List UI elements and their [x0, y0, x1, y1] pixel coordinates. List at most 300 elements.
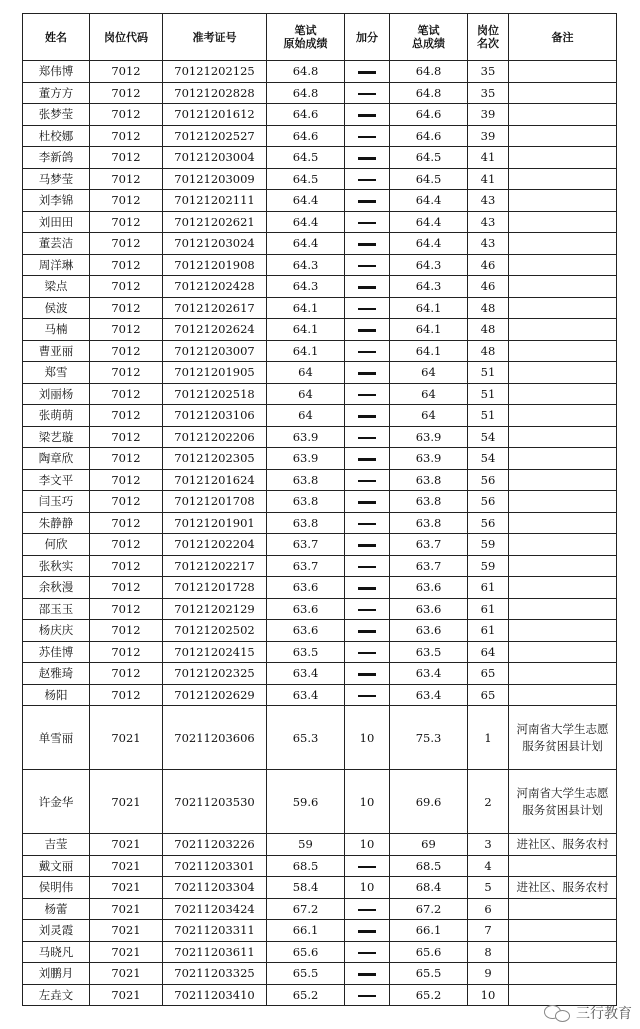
table-row: [23, 340, 617, 362]
total-score-cell: 64: [390, 362, 468, 384]
total-score-cell: 64.8: [390, 82, 468, 104]
note-cell: [509, 555, 617, 577]
total-score-cell: 69: [390, 834, 468, 856]
note-cell: [509, 383, 617, 405]
bonus-cell: [345, 963, 390, 985]
rank-cell: 41: [468, 147, 509, 169]
name-cell: 梁点: [23, 276, 90, 298]
note-cell: [509, 82, 617, 104]
dash-icon: [358, 179, 376, 182]
bonus-cell: [345, 469, 390, 491]
position-code-cell: 7012: [90, 297, 163, 319]
raw-score-cell: 64.8: [267, 61, 345, 83]
dash-icon: [358, 114, 376, 117]
exam-id-cell: 70121202502: [163, 620, 267, 642]
note-cell: [509, 963, 617, 985]
name-cell: 周洋琳: [23, 254, 90, 276]
bonus-cell: [345, 684, 390, 706]
rank-cell: 61: [468, 577, 509, 599]
rank-cell: 43: [468, 190, 509, 212]
dash-icon: [358, 394, 376, 397]
name-cell: 余秋漫: [23, 577, 90, 599]
exam-id-cell: 70211203226: [163, 834, 267, 856]
name-cell: 朱静静: [23, 512, 90, 534]
watermark: [544, 1003, 632, 1023]
note-cell: [509, 405, 617, 427]
name-cell: 陶章欣: [23, 448, 90, 470]
bonus-cell: [345, 82, 390, 104]
total-score-cell: 63.8: [390, 469, 468, 491]
total-score-cell: 66.1: [390, 920, 468, 942]
position-code-cell: 7012: [90, 362, 163, 384]
exam-id-cell: 70121203004: [163, 147, 267, 169]
table-row: [23, 297, 617, 319]
note-cell: [509, 577, 617, 599]
raw-score-cell: 63.8: [267, 491, 345, 513]
rank-cell: 59: [468, 534, 509, 556]
position-code-cell: 7012: [90, 254, 163, 276]
table-row: [23, 147, 617, 169]
exam-id-cell: 70211203304: [163, 877, 267, 899]
position-code-cell: 7012: [90, 82, 163, 104]
table-row: [23, 941, 617, 963]
dash-icon: [358, 909, 376, 912]
total-score-cell: 65.5: [390, 963, 468, 985]
dash-icon: [358, 372, 376, 375]
name-cell: 邵玉玉: [23, 598, 90, 620]
exam-id-cell: 70121202129: [163, 598, 267, 620]
table-row: [23, 125, 617, 147]
bonus-cell: [345, 319, 390, 341]
exam-id-cell: 70211203424: [163, 898, 267, 920]
exam-id-cell: 70121202617: [163, 297, 267, 319]
table-row: [23, 641, 617, 663]
name-cell: 何欣: [23, 534, 90, 556]
header-note: 备注: [509, 14, 617, 61]
raw-score-cell: 63.7: [267, 555, 345, 577]
exam-id-cell: 70121202217: [163, 555, 267, 577]
note-cell: [509, 61, 617, 83]
raw-score-cell: 64: [267, 362, 345, 384]
raw-score-cell: 64.4: [267, 190, 345, 212]
raw-score-cell: 63.4: [267, 684, 345, 706]
bonus-cell: [345, 448, 390, 470]
rank-cell: 54: [468, 448, 509, 470]
total-score-cell: 63.6: [390, 598, 468, 620]
rank-cell: 61: [468, 620, 509, 642]
rank-cell: 9: [468, 963, 509, 985]
position-code-cell: 7021: [90, 920, 163, 942]
exam-id-cell: 70121201708: [163, 491, 267, 513]
name-cell: 马梦莹: [23, 168, 90, 190]
dash-icon: [358, 136, 376, 139]
dash-icon: [358, 952, 376, 955]
bonus-cell: 10: [345, 770, 390, 834]
raw-score-cell: 64.8: [267, 82, 345, 104]
position-code-cell: 7012: [90, 319, 163, 341]
exam-id-cell: 70211203410: [163, 984, 267, 1006]
total-score-cell: 67.2: [390, 898, 468, 920]
rank-cell: 5: [468, 877, 509, 899]
total-score-cell: 63.9: [390, 448, 468, 470]
position-code-cell: 7012: [90, 469, 163, 491]
header-rank-line1: 岗位: [477, 24, 499, 37]
table-row: [23, 254, 617, 276]
bonus-cell: [345, 190, 390, 212]
name-cell: 刘鹏月: [23, 963, 90, 985]
rank-cell: 3: [468, 834, 509, 856]
table-row: [23, 663, 617, 685]
rank-cell: 56: [468, 491, 509, 513]
header-rank-line2: 名次: [477, 37, 499, 50]
raw-score-cell: 65.3: [267, 706, 345, 770]
table-row: [23, 233, 617, 255]
note-cell: 进社区、服务农村: [509, 834, 617, 856]
bonus-cell: [345, 147, 390, 169]
total-score-cell: 75.3: [390, 706, 468, 770]
rank-cell: 51: [468, 362, 509, 384]
position-code-cell: 7012: [90, 663, 163, 685]
dash-icon: [358, 437, 376, 440]
table-row: [23, 684, 617, 706]
dash-icon: [358, 93, 376, 96]
raw-score-cell: 64.5: [267, 168, 345, 190]
raw-score-cell: 66.1: [267, 920, 345, 942]
table-row: [23, 168, 617, 190]
name-cell: 张萌萌: [23, 405, 90, 427]
table-row: [23, 534, 617, 556]
raw-score-cell: 59.6: [267, 770, 345, 834]
exam-id-cell: 70121203009: [163, 168, 267, 190]
total-score-cell: 64.3: [390, 276, 468, 298]
rank-cell: 59: [468, 555, 509, 577]
bonus-cell: [345, 254, 390, 276]
raw-score-cell: 64.3: [267, 254, 345, 276]
bonus-cell: [345, 168, 390, 190]
raw-score-cell: 63.5: [267, 641, 345, 663]
bonus-cell: 10: [345, 706, 390, 770]
note-cell: [509, 448, 617, 470]
total-score-cell: 65.6: [390, 941, 468, 963]
position-code-cell: 7012: [90, 211, 163, 233]
note-cell: [509, 362, 617, 384]
bonus-cell: [345, 297, 390, 319]
watermark-text: 三行教育: [576, 1006, 632, 1022]
rank-cell: 48: [468, 297, 509, 319]
exam-id-cell: 70121202629: [163, 684, 267, 706]
header-rank: [468, 14, 509, 61]
position-code-cell: 7012: [90, 383, 163, 405]
rank-cell: 7: [468, 920, 509, 942]
exam-id-cell: 70121202206: [163, 426, 267, 448]
rank-cell: 56: [468, 512, 509, 534]
table-row: [23, 770, 617, 834]
dash-icon: [358, 458, 376, 461]
table-row: [23, 555, 617, 577]
bonus-cell: [345, 941, 390, 963]
bonus-cell: [345, 405, 390, 427]
raw-score-cell: 68.5: [267, 855, 345, 877]
dash-icon: [358, 222, 376, 225]
table-row: [23, 855, 617, 877]
bonus-cell: [345, 984, 390, 1006]
position-code-cell: 7021: [90, 706, 163, 770]
name-cell: 李新鸽: [23, 147, 90, 169]
raw-score-cell: 65.2: [267, 984, 345, 1006]
exam-id-cell: 70211203530: [163, 770, 267, 834]
note-cell: [509, 534, 617, 556]
dash-icon: [358, 480, 376, 483]
header-bonus: 加分: [345, 14, 390, 61]
table-row: [23, 512, 617, 534]
dash-icon: [358, 566, 376, 569]
exam-id-cell: 70121201905: [163, 362, 267, 384]
name-cell: 侯明伟: [23, 877, 90, 899]
note-cell: [509, 254, 617, 276]
bonus-cell: [345, 512, 390, 534]
rank-cell: 56: [468, 469, 509, 491]
total-score-cell: 64.1: [390, 297, 468, 319]
note-cell: [509, 168, 617, 190]
name-cell: 董芸洁: [23, 233, 90, 255]
dash-icon: [358, 673, 376, 676]
exam-id-cell: 70211203606: [163, 706, 267, 770]
dash-icon: [358, 265, 376, 268]
table-body: [23, 61, 617, 1006]
name-cell: 杜校娜: [23, 125, 90, 147]
rank-cell: 43: [468, 233, 509, 255]
bonus-cell: [345, 534, 390, 556]
name-cell: 董方方: [23, 82, 90, 104]
raw-score-cell: 63.6: [267, 620, 345, 642]
exam-id-cell: 70121202828: [163, 82, 267, 104]
bonus-cell: [345, 383, 390, 405]
rank-cell: 46: [468, 276, 509, 298]
total-score-cell: 64: [390, 383, 468, 405]
total-score-cell: 63.4: [390, 684, 468, 706]
dash-icon: [358, 415, 376, 418]
rank-cell: 10: [468, 984, 509, 1006]
position-code-cell: 7012: [90, 233, 163, 255]
exam-id-cell: 70121203106: [163, 405, 267, 427]
rank-cell: 8: [468, 941, 509, 963]
note-cell: [509, 684, 617, 706]
bonus-cell: [345, 276, 390, 298]
dash-icon: [358, 544, 376, 547]
note-cell: [509, 941, 617, 963]
bonus-cell: [345, 620, 390, 642]
position-code-cell: 7012: [90, 448, 163, 470]
rank-cell: 35: [468, 61, 509, 83]
position-code-cell: 7012: [90, 104, 163, 126]
total-score-cell: 64.1: [390, 319, 468, 341]
position-code-cell: 7021: [90, 898, 163, 920]
exam-id-cell: 70121202518: [163, 383, 267, 405]
name-cell: 张梦莹: [23, 104, 90, 126]
total-score-cell: 63.6: [390, 577, 468, 599]
dash-icon: [358, 157, 376, 160]
exam-id-cell: 70121202527: [163, 125, 267, 147]
rank-cell: 39: [468, 125, 509, 147]
wechat-icon: [544, 1004, 570, 1022]
rank-cell: 6: [468, 898, 509, 920]
exam-id-cell: 70211203301: [163, 855, 267, 877]
rank-cell: 48: [468, 319, 509, 341]
raw-score-cell: 63.8: [267, 469, 345, 491]
name-cell: 苏佳博: [23, 641, 90, 663]
name-cell: 郑雪: [23, 362, 90, 384]
total-score-cell: 63.8: [390, 491, 468, 513]
rank-cell: 2: [468, 770, 509, 834]
note-cell: [509, 426, 617, 448]
note-cell: 河南省大学生志愿服务贫困县计划: [509, 770, 617, 834]
dash-icon: [358, 71, 376, 74]
rank-cell: 41: [468, 168, 509, 190]
bonus-cell: [345, 555, 390, 577]
bonus-cell: [345, 340, 390, 362]
position-code-cell: 7012: [90, 684, 163, 706]
header-total-score: [390, 14, 468, 61]
position-code-cell: 7012: [90, 276, 163, 298]
total-score-cell: 64.5: [390, 147, 468, 169]
position-code-cell: 7012: [90, 641, 163, 663]
total-score-cell: 68.5: [390, 855, 468, 877]
dash-icon: [358, 243, 376, 246]
table-row: [23, 104, 617, 126]
raw-score-cell: 63.4: [267, 663, 345, 685]
table-row: [23, 383, 617, 405]
raw-score-cell: 64.6: [267, 104, 345, 126]
raw-score-cell: 63.9: [267, 426, 345, 448]
note-cell: [509, 211, 617, 233]
note-cell: [509, 276, 617, 298]
dash-icon: [358, 973, 376, 976]
name-cell: 闫玉巧: [23, 491, 90, 513]
dash-icon: [358, 652, 376, 655]
position-code-cell: 7021: [90, 877, 163, 899]
name-cell: 杨蕾: [23, 898, 90, 920]
note-cell: [509, 340, 617, 362]
exam-id-cell: 70121201728: [163, 577, 267, 599]
name-cell: 单雪丽: [23, 706, 90, 770]
exam-id-cell: 70121203024: [163, 233, 267, 255]
note-cell: [509, 297, 617, 319]
raw-score-cell: 64.3: [267, 276, 345, 298]
position-code-cell: 7012: [90, 340, 163, 362]
header-name: 姓名: [23, 14, 90, 61]
bonus-cell: 10: [345, 834, 390, 856]
name-cell: 杨阳: [23, 684, 90, 706]
note-cell: [509, 920, 617, 942]
table-row: [23, 469, 617, 491]
exam-id-cell: 70211203611: [163, 941, 267, 963]
total-score-cell: 63.5: [390, 641, 468, 663]
exam-id-cell: 70121202111: [163, 190, 267, 212]
note-cell: [509, 491, 617, 513]
total-score-cell: 63.8: [390, 512, 468, 534]
table-row: [23, 598, 617, 620]
position-code-cell: 7012: [90, 620, 163, 642]
position-code-cell: 7012: [90, 147, 163, 169]
rank-cell: 43: [468, 211, 509, 233]
name-cell: 马楠: [23, 319, 90, 341]
total-score-cell: 64.1: [390, 340, 468, 362]
name-cell: 张秋实: [23, 555, 90, 577]
note-cell: [509, 663, 617, 685]
rank-cell: 48: [468, 340, 509, 362]
note-cell: [509, 641, 617, 663]
rank-cell: 54: [468, 426, 509, 448]
table-row: [23, 82, 617, 104]
dash-icon: [358, 308, 376, 311]
total-score-cell: 63.7: [390, 534, 468, 556]
total-score-cell: 64.8: [390, 61, 468, 83]
table-row: [23, 211, 617, 233]
raw-score-cell: 64.1: [267, 297, 345, 319]
rank-cell: 46: [468, 254, 509, 276]
name-cell: 李文平: [23, 469, 90, 491]
bonus-cell: [345, 125, 390, 147]
table-row: [23, 963, 617, 985]
bonus-cell: [345, 898, 390, 920]
bonus-cell: [345, 233, 390, 255]
name-cell: 曹亚丽: [23, 340, 90, 362]
rank-cell: 4: [468, 855, 509, 877]
table-row: [23, 620, 617, 642]
rank-cell: 65: [468, 684, 509, 706]
total-score-cell: 63.4: [390, 663, 468, 685]
table-row: [23, 190, 617, 212]
exam-id-cell: 70121202125: [163, 61, 267, 83]
total-score-cell: 64: [390, 405, 468, 427]
raw-score-cell: 59: [267, 834, 345, 856]
total-score-cell: 63.9: [390, 426, 468, 448]
note-cell: [509, 469, 617, 491]
table-row: [23, 426, 617, 448]
table-row: [23, 491, 617, 513]
rank-cell: 39: [468, 104, 509, 126]
rank-cell: 65: [468, 663, 509, 685]
position-code-cell: 7012: [90, 491, 163, 513]
raw-score-cell: 63.8: [267, 512, 345, 534]
note-cell: [509, 319, 617, 341]
dash-icon: [358, 200, 376, 203]
raw-score-cell: 64.5: [267, 147, 345, 169]
bonus-cell: [345, 920, 390, 942]
name-cell: 刘田田: [23, 211, 90, 233]
name-cell: 杨庆庆: [23, 620, 90, 642]
name-cell: 刘丽杨: [23, 383, 90, 405]
name-cell: 梁艺璇: [23, 426, 90, 448]
bonus-cell: [345, 362, 390, 384]
exam-id-cell: 70121201908: [163, 254, 267, 276]
total-score-cell: 68.4: [390, 877, 468, 899]
exam-id-cell: 70121202621: [163, 211, 267, 233]
raw-score-cell: 63.6: [267, 577, 345, 599]
table-row: [23, 61, 617, 83]
table-row: [23, 920, 617, 942]
total-score-cell: 65.2: [390, 984, 468, 1006]
bonus-cell: [345, 663, 390, 685]
exam-id-cell: 70121201901: [163, 512, 267, 534]
bonus-cell: [345, 61, 390, 83]
bonus-cell: [345, 211, 390, 233]
name-cell: 刘李锦: [23, 190, 90, 212]
score-table: [22, 13, 617, 1006]
note-cell: [509, 855, 617, 877]
total-score-cell: 63.7: [390, 555, 468, 577]
name-cell: 吉莹: [23, 834, 90, 856]
